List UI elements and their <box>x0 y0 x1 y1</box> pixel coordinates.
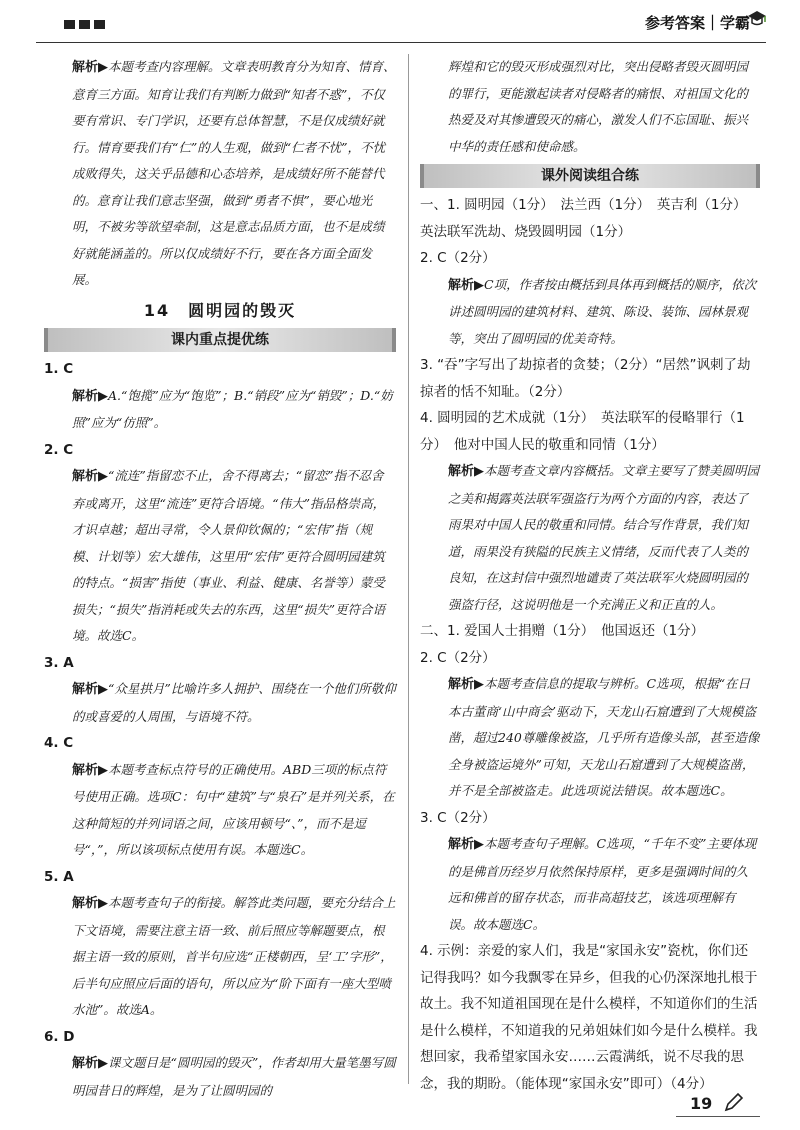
analysis-text: 辉煌和它的毁灭形成强烈对比，突出侵略者毁灭圆明园的罪行，更能激起读者对侵略者的痛恨、对祖国文化的热爱及对其惨遭毁灭的痛心，激发人们不忘国耻、振兴中华的责任感和使命感。 <box>448 59 749 154</box>
header-square <box>79 20 90 29</box>
answer-item <box>420 192 760 245</box>
analysis-label: 解析▶ <box>72 1056 108 1071</box>
answer-text: 3. “吞”字写出了劫掠者的贪婪；（2分）“居然”讽刺了劫掠者的恬不知耻。（2分） <box>420 357 751 400</box>
header-rule <box>36 42 766 43</box>
analysis-label: 解析▶ <box>72 682 108 697</box>
answer-text: 二、1. 爱国人士捐赠（1分） 他国返还（1分） <box>420 623 705 639</box>
answer-text: 3. C（2分） <box>420 809 496 826</box>
answer-item <box>44 1024 396 1105</box>
analysis-label: 解析▶ <box>72 388 108 404</box>
analysis-label: 解析▶ <box>448 277 484 293</box>
answer-item <box>420 645 760 805</box>
analysis-text: 解析▶A.“饱揽”应为“饱览”；B.“销段”应为“销毁”；D.“妨照”应为“仿照”。 <box>72 387 393 430</box>
answer-item <box>420 938 760 1097</box>
answer-text: 2. C（2分） <box>420 649 496 666</box>
analysis-label: 解析▶ <box>72 469 108 484</box>
answer-item <box>420 805 760 939</box>
answer-text: 4. 圆明园的艺术成就（1分） 英法联军的侵略罪行（1分） 他对中国人民的敬重和同情（1分） <box>420 410 745 453</box>
section-banner: 课外阅读组合练 <box>420 164 760 188</box>
analysis-label: 解析▶ <box>72 762 108 778</box>
header-square <box>64 20 75 29</box>
analysis-text: 解析▶C项，作者按由概括到具体再到概括的顺序，依次讲述圆明园的建筑材料、建筑、陈设、装饰、园林景观等，突出了圆明园的优美奇特。 <box>448 276 757 346</box>
analysis-label: 解析▶ <box>448 677 484 692</box>
answer-item <box>44 650 396 731</box>
analysis-text: 解析▶课文题目是“圆明园的毁灭”，作者却用大量笔墨写圆明园昔日的辉煌，是为了让圆明园的 <box>72 1055 396 1098</box>
analysis-text: 解析▶本题考查信息的提取与辨析。C选项，根据“在日本古董商‘山中商会’驱动下，天龙山石窟遭到了大规模盗凿，超过240尊雕像被盗，几乎所有造像头部，甚至造像全身被盗运境外”可知，天龙山石窟遭到了大规模盗凿，并不是全部被盗走。此选项说法错误。故本题选C。 <box>448 676 760 798</box>
answer-number: 5. A <box>44 868 74 885</box>
page-number: 19 <box>690 1094 713 1113</box>
answer-number: 4. C <box>44 735 74 751</box>
answer-item <box>420 618 760 645</box>
header-square <box>94 20 105 29</box>
answer-text: 4. 示例：亲爱的家人们，我是“家国永安”瓷枕，你们还记得我吗？如今我飘零在异乡，但我的心仍深深地扎根于故土。我不知道祖国现在是什么模样，不知道你们的生活是什么模样，不知道我的兄弟姐妹们如今是什么模样。我想回家，我希望家国永安……云霞满纸，说不尽我的思念，我的期盼。（能体现“家国永安”即可）（4分） <box>420 943 758 1092</box>
right-column <box>420 54 760 1097</box>
analysis-text: 解析▶本题考查文章内容概括。文章主要写了赞美圆明园之美和揭露英法联军强盗行为两个方面的内容，表达了雨果对中国人民的敬重和同情。结合写作背景，我们知道，雨果没有狭隘的民族主义情绪，反而代表了人类的良知，在这封信中强烈地谴责了英法联军火烧圆明园的强盗行径，这说明他是一个充满正义和正直的人。 <box>448 463 760 612</box>
lesson-title: 14 圆明园的毁灭 <box>143 300 297 320</box>
answer-number: 2. C <box>44 441 74 458</box>
analysis-text: 解析▶“众星拱月”比喻许多人拥护、围绕在一个他们所敬仰的或喜爱的人周围，与语境不符。 <box>72 681 396 724</box>
answer-item <box>420 405 760 618</box>
left-column <box>44 54 396 1104</box>
answer-item <box>44 864 396 1024</box>
footer-rule <box>676 1116 760 1117</box>
header-title: 参考答案｜学霸 <box>644 14 750 32</box>
answer-number: 6. D <box>44 1028 75 1045</box>
pencil-icon <box>722 1092 744 1118</box>
analysis-text: 解析▶本题考查内容理解。文章表明教育分为知育、情育、意育三方面。知育让我们有判断力做到“知者不惑”，不仅要有常识、专门学识，还要有总体智慧，不是仅成绩好就行。情育要我们有“仁”的人生观，做到“仁者不忧”，不忧成败得失，这关乎品德和心态培养，是成绩好所不能替代的。意育让我们意志坚强，做到“勇者不惧”，要心地光明，不被劣等欲望牵制，这是意志品质方面，也不是成绩好就能涵盖的。所以仅成绩好不行，要在各方面全面发展。 <box>72 59 396 287</box>
answer-item <box>44 356 396 437</box>
analysis-text: 解析▶本题考查句子理解。C选项，“千年不变”主要体现的是佛首历经岁月依然保持原样，更多是强调时间的久远和佛首的留存状态，而非高超技艺，该选项理解有误。故本题选C。 <box>448 836 757 932</box>
page-header <box>0 0 800 48</box>
analysis-text: 解析▶“流连”指留恋不止，舍不得离去；“留恋”指不忍舍弃或离开，这里“流连”更符合语境。“伟大”指品格崇高，才识卓越；超出寻常，令人景仰钦佩的；“宏伟”指（规模、计划等）宏大雄伟，这里用“宏伟”更符合圆明园建筑的特点。“损害”指使（事业、利益、健康、名誉等）蒙受损失；“损失”指消耗或失去的东西，这里“损失”更符合语境。故选C。 <box>72 468 386 643</box>
answer-text: 一、1. 圆明园（1分） 法兰西（1分） 英吉利（1分） 英法联军洗劫、烧毁圆明园（1分） <box>420 197 754 240</box>
answer-text: 2. C（2分） <box>420 250 496 266</box>
analysis-label: 解析▶ <box>448 464 484 479</box>
analysis-label: 解析▶ <box>72 60 108 75</box>
answer-number: 3. A <box>44 654 74 671</box>
grad-cap-icon <box>746 8 768 32</box>
analysis-label: 解析▶ <box>448 837 484 852</box>
answer-item <box>44 437 396 650</box>
answer-item <box>44 730 396 864</box>
analysis-text: 解析▶本题考查句子的衔接。解答此类问题，要充分结合上下文语境，需要注意主语一致、前后照应等解题要点，根据主语一致的原则，首半句应选“正楼朝西，呈‘工’字形”，后半句应照应后面的语句，所以应为“阶下面有一座大型喷水池”。故选A。 <box>72 895 396 1017</box>
answer-item <box>420 352 760 405</box>
answer-item <box>420 245 760 352</box>
answer-number: 1. C <box>44 361 74 377</box>
analysis-label: 解析▶ <box>72 896 108 911</box>
section-banner: 课内重点提优练 <box>44 328 396 352</box>
analysis-text: 解析▶本题考查标点符号的正确使用。ABD三项的标点符号使用正确。选项C：句中“建筑”与“泉石”是并列关系，在这种简短的并列词语之间，应该用顿号“、”，而不是逗号“，”，所以该项标点使用有误。本题选C。 <box>72 761 395 857</box>
column-divider <box>408 54 409 1084</box>
